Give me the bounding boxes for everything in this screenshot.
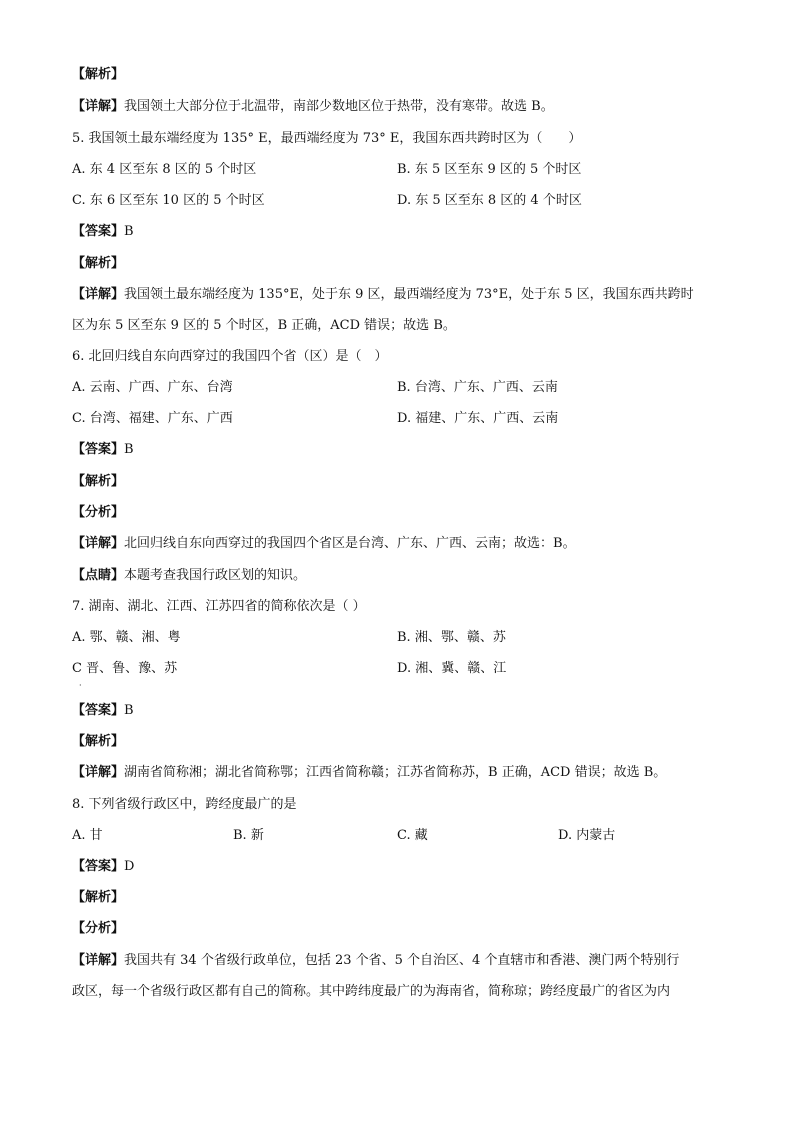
question-5-option-a: A. 东 4 区至东 8 区的 5 个时区 [72, 162, 257, 177]
question-8-option-b: B. 新 [233, 828, 264, 843]
question-6-option-d: D. 福建、广东、广西、云南 [397, 411, 559, 426]
question-8-option-a: A. 甘 [72, 828, 103, 843]
question-6-option-c: C. 台湾、福建、广东、广西 [72, 411, 233, 426]
analysis-heading [72, 66, 124, 84]
detail-line [72, 98, 554, 116]
detail-line [72, 952, 679, 970]
answer-text: B [124, 442, 134, 457]
question-5-option-b: B. 东 5 区至东 9 区的 5 个时区 [397, 162, 582, 177]
section-tag: 【解析】 [72, 890, 125, 905]
answer-line [72, 858, 134, 876]
section-tag: 【详解】 [72, 953, 125, 968]
question-7-option-a: A. 鄂、赣、湘、粤 [72, 630, 181, 645]
detail-text: 我国共有 34 个省级行政单位，包括 23 个省、5 个自治区、4 个直辖市和香港、澳门两个特别行 [124, 953, 680, 968]
section-tag: 【答案】 [72, 859, 125, 874]
answer-text: B [124, 224, 134, 239]
question-5-option-c: C. 东 6 区至东 10 区的 5 个时区 [72, 193, 265, 208]
section-tag: 【详解】 [72, 99, 125, 114]
detail-line [72, 535, 576, 553]
section-tag: 【解析】 [72, 256, 125, 271]
detail-text: 北回归线自东向西穿过的我国四个省区是台湾、广东、广西、云南；故选：B。 [124, 536, 576, 551]
section-tag: 【点睛】 [72, 568, 125, 583]
question-8-option-c: C. 藏 [397, 828, 428, 843]
section-tag: 【解析】 [72, 734, 125, 749]
question-6-stem: 6. 北回归线自东向西穿过的我国四个省（区）是（ ） [72, 349, 388, 364]
section-tag: 【解析】 [72, 67, 125, 82]
question-8-option-d: D. 内蒙古 [558, 828, 616, 843]
question-7-option-d: D. 湘、冀、赣、江 [397, 661, 507, 676]
analysis-subheading [72, 920, 124, 938]
section-tag: 【解析】 [72, 474, 125, 489]
analysis-heading [72, 255, 124, 273]
answer-line [72, 441, 134, 459]
section-tag: 【详解】 [72, 765, 125, 780]
detail-line [72, 764, 666, 782]
question-7-option-c: C 晋、鲁、豫、苏 [72, 661, 178, 676]
analysis-subheading [72, 504, 124, 522]
section-tag: 【答案】 [72, 703, 125, 718]
question-8-stem: 8. 下列省级行政区中，跨经度最广的是 [72, 797, 297, 812]
key-point-line [72, 567, 306, 585]
question-5-option-d: D. 东 5 区至东 8 区的 4 个时区 [397, 193, 582, 208]
question-6-option-a: A. 云南、广西、广东、台湾 [72, 380, 233, 395]
detail-text: 我国领土最东端经度为 135°E，处于东 9 区，最西端经度为 73°E，处于东 5 区，我国东西共跨时 [124, 287, 694, 302]
question-6-option-b: B. 台湾、广东、广西、云南 [397, 380, 558, 395]
section-tag: 【详解】 [72, 536, 125, 551]
analysis-heading [72, 473, 124, 491]
section-tag: 【分析】 [72, 921, 125, 936]
detail-line-continued: 政区，每一个省级行政区都有自己的简称。其中跨纬度最广的为海南省，简称琼；跨经度最广的省区为内 [72, 984, 671, 999]
stray-mark: · [79, 681, 82, 690]
question-7-stem: 7. 湖南、湖北、江西、江苏四省的简称依次是（ ） [72, 599, 366, 614]
section-tag: 【答案】 [72, 442, 125, 457]
analysis-heading [72, 889, 124, 907]
detail-text: 湖南省简称湘；湖北省简称鄂；江西省简称赣；江苏省简称苏，B 正确，ACD 错误；故选 B。 [124, 765, 667, 780]
detail-text: 我国领土大部分位于北温带，南部少数地区位于热带，没有寒带。故选 B。 [124, 99, 554, 114]
detail-line-continued: 区为东 5 区至东 9 区的 5 个时区，B 正确，ACD 错误；故选 B。 [72, 318, 456, 333]
question-7-option-b: B. 湘、鄂、赣、苏 [397, 630, 506, 645]
answer-text: B [124, 703, 134, 718]
section-tag: 【答案】 [72, 224, 125, 239]
answer-line [72, 702, 134, 720]
section-tag: 【分析】 [72, 505, 125, 520]
analysis-heading [72, 733, 124, 751]
key-point-text: 本题考查我国行政区划的知识。 [124, 568, 307, 583]
answer-line [72, 223, 134, 241]
section-tag: 【详解】 [72, 287, 125, 302]
detail-line [72, 286, 694, 304]
answer-text: D [124, 859, 135, 874]
question-5-stem: 5. 我国领土最东端经度为 135° E，最西端经度为 73° E，我国东西共跨时区为（ ） [72, 131, 582, 146]
